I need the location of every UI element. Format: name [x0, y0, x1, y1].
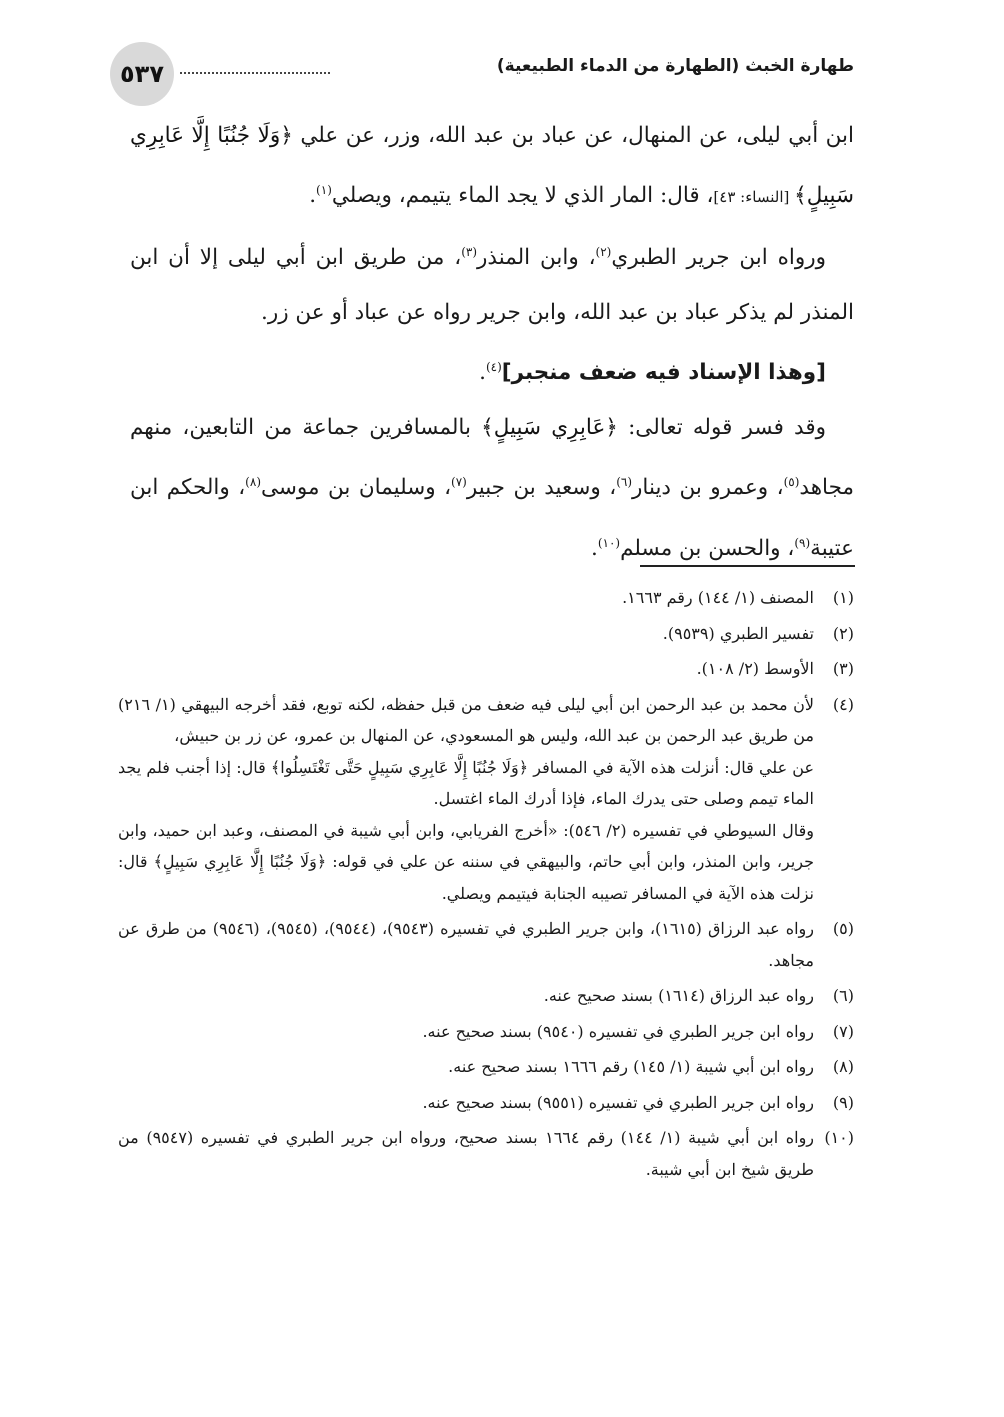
- main-text: [130, 108, 854, 576]
- footnote-number: (١): [832, 588, 854, 607]
- paragraph-1: ابن أبي ليلى، عن المنهال، عن عباد بن عبد الله، وزر، عن علي ﴿وَلَا جُنُبًا إِلَّا عَابِرِي سَبِيلٍ﴾ [النساء: ٤٣]، قال: المار الذي لا يجد الماء يتيمم، ويصلي$^{(١)}$.: [130, 123, 854, 209]
- footnote-separator: [640, 565, 855, 567]
- footnote-number: (٢): [832, 623, 854, 643]
- footnote-number: (٤): [832, 694, 854, 714]
- text-run: ، والحسن بن مسلم: [620, 535, 795, 561]
- text-run: ابن أبي ليلى، عن المنهال، عن عباد بن عبد الله، وزر، عن علي: [292, 123, 854, 148]
- text-run: ، وابن المنذر: [477, 245, 596, 271]
- footnote-number: (١٠): [824, 1128, 854, 1147]
- footnote-ref[interactable]: (٥): [783, 475, 800, 490]
- text-run: ، قال: المار الذي لا يجد الماء يتيمم، ويصلي: [331, 183, 714, 209]
- text-run: بالمسافرين جماعة من التابعين، منهم مجاهد: [130, 415, 854, 501]
- footnotes: [118, 578, 854, 1189]
- footnote-number: (٩): [832, 1092, 854, 1112]
- text-run: وقد فسر قوله تعالى:: [617, 415, 826, 441]
- footnote-text: رواه ابن جرير الطبري في تفسيره (٩٥٥١) بسند صحيح عنه.: [422, 1092, 814, 1112]
- paragraph-3: [وهذا الإسناد فيه ضعف منجبر]$^{(٤)}$.: [479, 360, 826, 386]
- text-run: ، وسليمان بن موسى: [261, 475, 452, 501]
- footnote-ref[interactable]: (٩): [794, 535, 811, 550]
- footnote-number: (٥): [832, 919, 854, 938]
- footnote-4: [118, 689, 854, 910]
- footnote-3: [118, 653, 854, 685]
- footnote-text: الأوسط (٢/ ١٠٨).: [696, 659, 814, 678]
- footnote-ref[interactable]: (٢): [595, 245, 612, 260]
- footnote-text: رواه ابن أبي شيبة (١/ ١٤٤) رقم ١٦٦٤ بسند صحيح، ورواه ابن جرير الطبري في تفسيره (٩٥٤٧) من طريق شيخ ابن أبي شيبة.: [118, 1128, 815, 1179]
- footnote-ref[interactable]: (١): [316, 183, 332, 197]
- footnote-ref[interactable]: (٤): [485, 360, 502, 375]
- bold-statement: [وهذا الإسناد فيه ضعف منجبر]: [501, 360, 826, 386]
- footnote-ref[interactable]: (١٠): [597, 535, 621, 550]
- text-run: ، وسعيد بن جبير: [466, 475, 617, 501]
- footnote-text-continued: وقال السيوطي في تفسيره (٢/ ٥٤٦): «أخرج الفريابي، وابن أبي شيبة في المصنف، وعبد ابن حميد، وابن جرير، وابن المنذر، وابن أبي حاتم، والبيهقي في سننه عن علي في قوله: ﴿وَلَا جُنُبًا إِلَّا عَابِرِي سَبِيلٍ﴾ قال: نزلت هذه الآية في المسافر تصيبه الجنابة فيتيمم ويصلي.: [118, 820, 814, 903]
- paragraph-4: وقد فسر قوله تعالى: ﴿عَابِرِي سَبِيلٍ﴾ بالمسافرين جماعة من التابعين، منهم مجاهد$^{(٥)}$، وعمرو بن دينار$^{(٦)}$، وسعيد بن جبير$^{(٧)}$، وسليمان بن موسى$^{(٨)}$، والحكم ابن عتيبة$^{(٩)}$، والحسن بن مسلم$^{(١٠)}$.: [130, 415, 854, 561]
- footnote-6: [118, 980, 854, 1012]
- footnote-number: (٣): [832, 659, 854, 678]
- footnote-text: لأن محمد بن عبد الرحمن ابن أبي ليلى فيه ضعف من قبل حفظه، لكنه توبع، فقد أخرجه البيهقي (١/ ٢١٦) من طريق عبد الرحمن بن عبد الله، وليس هو المسعودي، عن المنهال بن عمرو، عن زر بن حبيش،: [118, 694, 815, 745]
- footnote-number: (٨): [832, 1057, 854, 1076]
- footnote-number: (٦): [832, 986, 854, 1005]
- footnote-9: [118, 1087, 854, 1119]
- footnote-text: رواه ابن جرير الطبري في تفسيره (٩٥٤٠) بسند صحيح عنه.: [422, 1021, 814, 1041]
- footnote-ref[interactable]: (٣): [461, 245, 478, 260]
- footnote-text: المصنف (١/ ١٤٤) رقم ١٦٦٣.: [622, 588, 814, 607]
- footnote-text-continued: عن علي قال: أنزلت هذه الآية في المسافر ﴿وَلَا جُنُبًا إِلَّا عَابِرِي سَبِيلٍ حَتَّى تَغْتَسِلُوا﴾ قال: إذا أجنب فلم يجد الماء تيمم وصلى حتى يدرك الماء، فإذا أدرك الماء اغتسل.: [118, 757, 814, 808]
- footnote-text: رواه عبد الرزاق (١٦١٤) بسند صحيح عنه.: [543, 986, 814, 1005]
- text-run: ، من طريق ابن أبي ليلى إلا أن ابن المنذر لم يذكر عباد بن عبد الله، وابن جرير رواه عن عباد أو عن زر.: [130, 245, 854, 326]
- footnote-ref[interactable]: (٦): [616, 475, 633, 490]
- footnote-text: تفسير الطبري (٩٥٣٩).: [662, 623, 814, 643]
- footnote-1: [118, 582, 854, 614]
- footnote-number: (٧): [832, 1021, 854, 1041]
- footnote-ref[interactable]: (٧): [451, 475, 467, 490]
- footnote-5: [118, 913, 854, 976]
- paragraph-2: [130, 225, 854, 340]
- footnote-text: رواه عبد الرزاق (١٦١٥)، وابن جرير الطبري في تفسيره (٩٥٤٣)، (٩٥٤٤)، (٩٥٤٥)، (٩٥٤٦) من طرق عن مجاهد.: [118, 919, 814, 970]
- footnote-10: [118, 1122, 854, 1185]
- page-header: [110, 42, 854, 102]
- text-run: ، والحكم ابن عتيبة: [130, 475, 854, 561]
- footnote-8: [118, 1051, 854, 1083]
- verse-reference: [النساء: ٤٣]: [713, 188, 795, 207]
- footnote-7: [118, 1016, 854, 1048]
- footnote-2: [118, 618, 854, 650]
- footnote-ref[interactable]: (٨): [245, 475, 261, 490]
- text-run: ، وعمرو بن دينار: [632, 475, 784, 501]
- footnote-text: رواه ابن أبي شيبة (١/ ١٤٥) رقم ١٦٦٦ بسند صحيح عنه.: [448, 1057, 814, 1076]
- running-title: طهارة الخبث (الطهارة من الدماء الطبيعية): [496, 56, 854, 76]
- quran-verse: ﴿وَلَا جُنُبًا إِلَّا عَابِرِي سَبِيلٍ﴾: [130, 123, 854, 209]
- text-run: ورواه ابن جرير الطبري: [611, 245, 826, 271]
- page-number: ٥٣٧: [110, 42, 174, 106]
- quran-verse: ﴿عَابِرِي سَبِيلٍ﴾: [481, 415, 618, 441]
- header-dotted-leader-left: [180, 72, 330, 74]
